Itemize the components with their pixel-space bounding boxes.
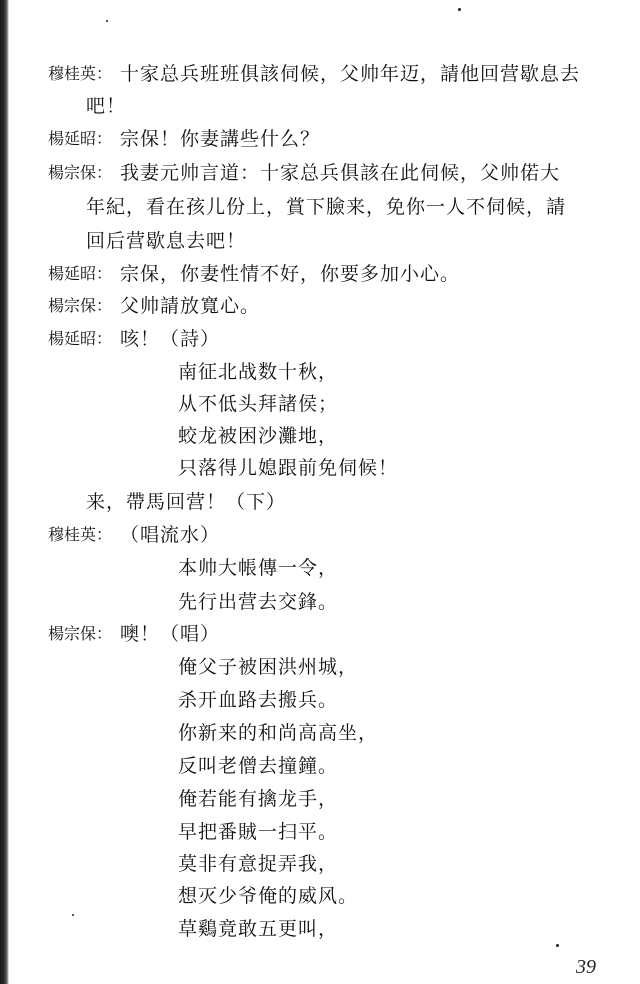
- speaker-name: 穆桂英：: [48, 525, 113, 544]
- dialogue-text: 宗保！你妻講些什么？: [120, 128, 321, 150]
- page-binding-edge: [0, 0, 9, 984]
- verse-text: 想灭少爷俺的威风。: [178, 885, 359, 907]
- verse-text: 草鷄竟敢五更叫，: [178, 918, 339, 940]
- verse-text: 南征北战数十秋，: [178, 361, 339, 383]
- dialogue-text: 我妻元帅言道：十家总兵俱該在此伺候，父帅偌大: [120, 162, 561, 184]
- speaker-name: 楊延昭：: [48, 329, 113, 348]
- verse-text: 先行出营去交鋒。: [178, 591, 339, 613]
- verse-text: 本帅大帳傳一令，: [178, 557, 339, 579]
- verse-text: 你新来的和尚高高坐，: [178, 722, 379, 744]
- speaker-name: 楊宗保：: [48, 296, 113, 315]
- verse-text: 从不低头拜諸侯；: [178, 393, 339, 415]
- dialogue-text: （唱流水）: [120, 524, 221, 546]
- print-speck: [72, 914, 74, 916]
- print-speck: [458, 8, 461, 11]
- verse-text: 蛟龙被困沙灘地，: [178, 425, 339, 447]
- verse-text: 反叫老僧去撞鐘。: [178, 755, 339, 777]
- speaker-name: 穆桂英：: [48, 64, 113, 83]
- verse-text: 早把番賊一扫平。: [178, 821, 339, 843]
- speaker-name: 楊宗保：: [48, 624, 113, 643]
- print-speck: [106, 20, 108, 22]
- dialogue-text: 吧！: [86, 95, 127, 117]
- dialogue-text: 咳！（詩）: [120, 328, 221, 350]
- dialogue-text: 回后营歇息去吧！: [86, 230, 247, 252]
- dialogue-text: 噢！（唱）: [120, 623, 221, 645]
- verse-text: 莫非有意捉弄我，: [178, 853, 339, 875]
- speaker-name: 楊宗保：: [48, 163, 113, 182]
- dialogue-text: 宗保，你妻性情不好，你要多加小心。: [120, 263, 461, 285]
- verse-text: 只落得儿媳跟前免伺候！: [178, 457, 399, 479]
- speaker-name: 楊延昭：: [48, 264, 113, 283]
- dialogue-text: 父帅請放寬心。: [120, 295, 261, 317]
- speaker-name: 楊延昭：: [48, 129, 113, 148]
- page-number: 39: [576, 956, 596, 978]
- dialogue-text: 年紀，看在孩儿份上，賞下臉来，免你一人不伺候，請: [86, 196, 567, 218]
- print-speck: [556, 944, 559, 947]
- dialogue-text: 来，帶馬回营！（下）: [86, 491, 287, 513]
- dialogue-text: 十家总兵班班俱該伺候，父帅年迈，請他回营歇息去: [120, 63, 581, 85]
- verse-text: 俺若能有擒龙手，: [178, 788, 339, 810]
- verse-text: 杀开血路去搬兵。: [178, 689, 339, 711]
- verse-text: 俺父子被困洪州城，: [178, 656, 359, 678]
